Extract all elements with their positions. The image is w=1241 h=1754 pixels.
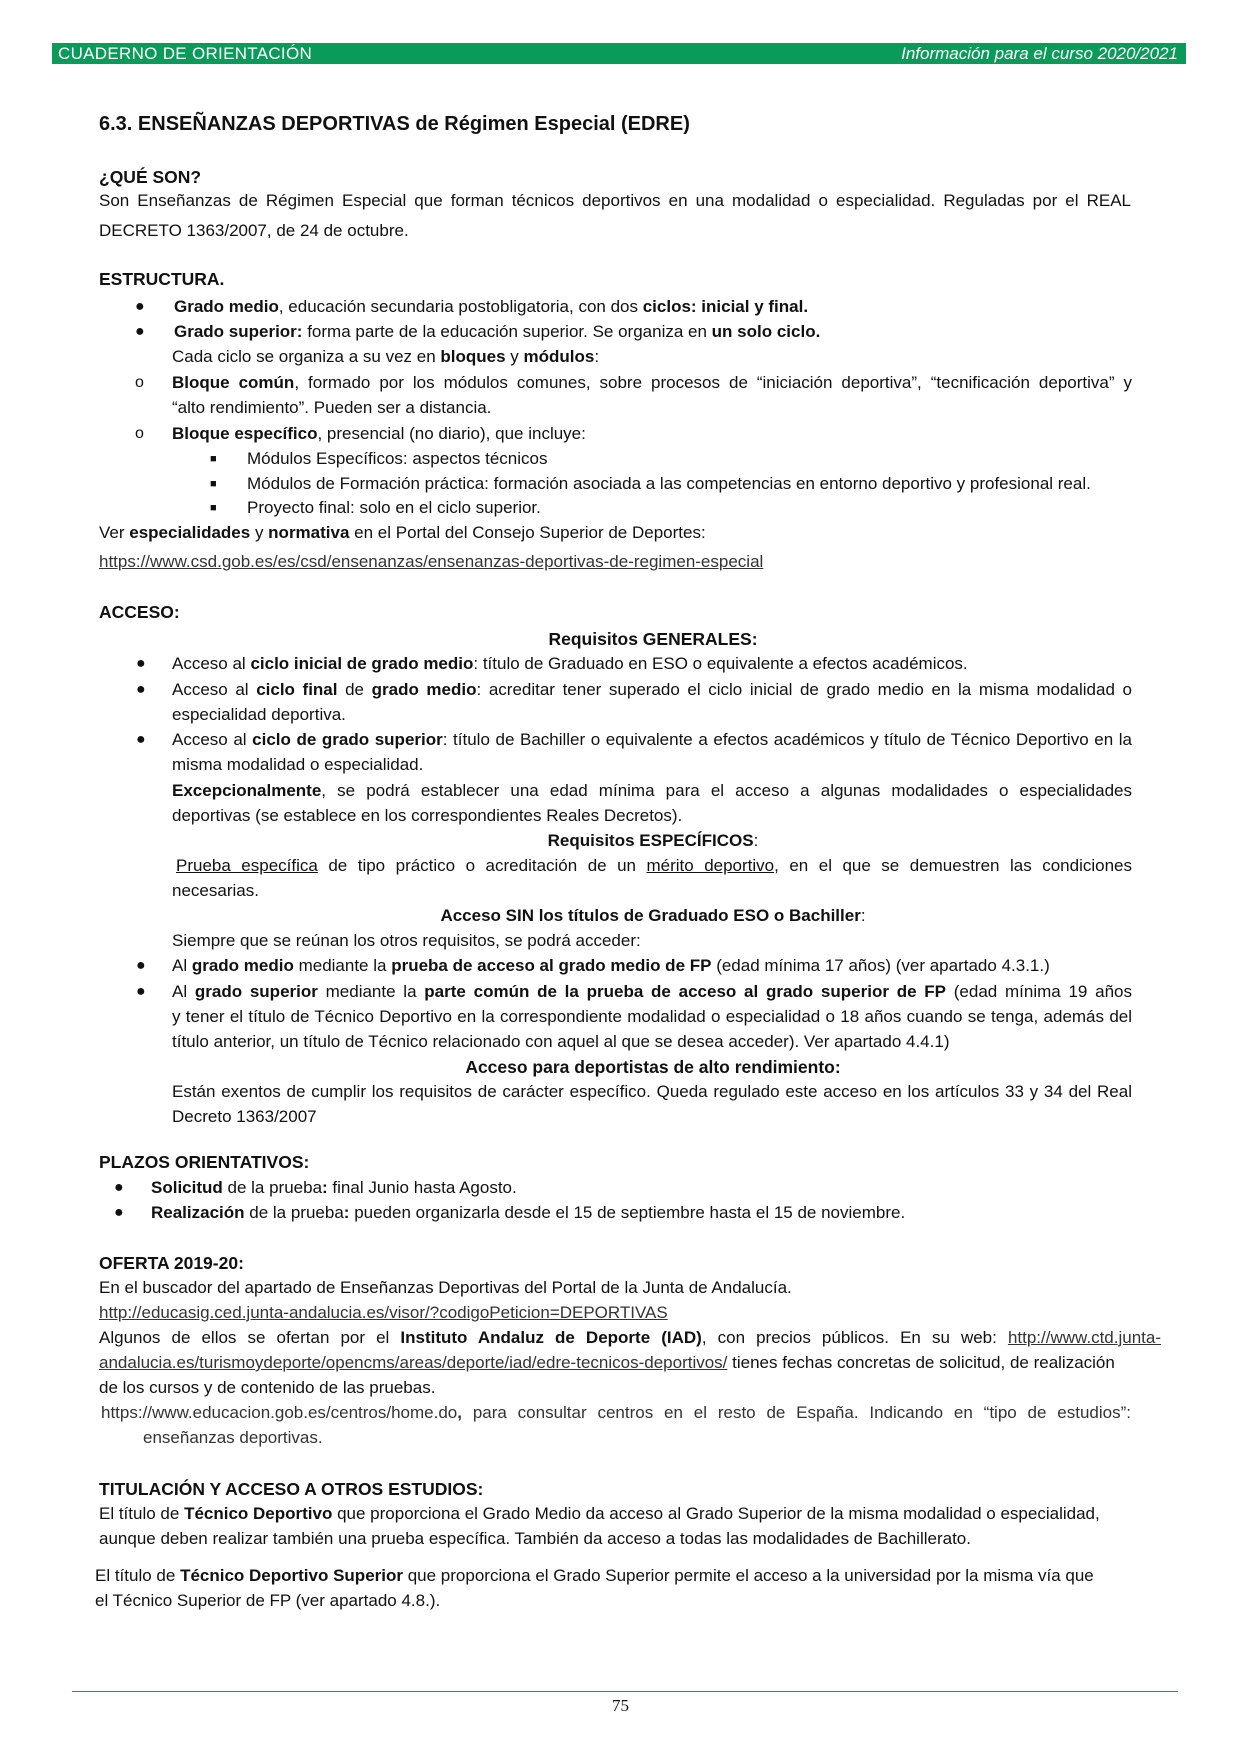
requisitos-generales-heading: Requisitos GENERALES: <box>548 629 758 649</box>
section-title: 6.3. ENSEÑANZAS DEPORTIVAS de Régimen Especial (EDRE) <box>99 113 690 135</box>
educasig-link[interactable]: http://educasig.ced.junta-andalucia.es/visor/?codigoPeticion=DEPORTIVAS <box>99 1303 668 1322</box>
bloque-comun-line-1: Bloque común, formado por los módulos comunes, sobre procesos de “iniciación deportiva”, “tecnificación deportiva” y <box>172 373 1132 392</box>
acceso-ciclo-final-line-1: Acceso al ciclo final de grado medio: acreditar tener superado el ciclo inicial de grado medio en la misma modalidad o <box>172 680 1132 699</box>
header-right-title: Información para el curso 2020/2021 <box>901 44 1178 63</box>
oferta-line-1: En el buscador del apartado de Enseñanzas Deportivas del Portal de la Junta de Andalucía. <box>99 1278 792 1297</box>
circle-bullet-icon: o <box>135 425 144 442</box>
bullet-icon: ● <box>136 957 146 974</box>
titulacion-p2-line-1: El título de Técnico Deportivo Superior que proporciona el Grado Superior permite el acceso a la universidad por la misma vía que <box>95 1566 1094 1585</box>
square-bullet-icon: ■ <box>210 453 217 465</box>
square-bullet-icon: ■ <box>210 502 217 514</box>
acceso-ciclo-inicial: Acceso al ciclo inicial de grado medio: título de Graduado en ESO o equivalente a efectos académicos. <box>172 654 968 673</box>
acceso-grado-superior-line-1: Acceso al ciclo de grado superior: título de Bachiller o equivalente a efectos académicos y título de Técnico Deportivo en la <box>172 730 1132 749</box>
oferta-iad-line: Algunos de ellos se ofertan por el Instituto Andaluz de Deporte (IAD), con precios públicos. En su web: http://www.ctd.junta- <box>99 1328 1162 1347</box>
acceso-heading: ACCESO: <box>99 602 180 622</box>
estructura-heading: ESTRUCTURA. <box>99 269 225 289</box>
modulo-proyecto: Proyecto final: solo en el ciclo superior. <box>247 498 541 517</box>
modulo-formacion: Módulos de Formación práctica: formación asociada a las competencias en entorno deportivo y profesional real. <box>247 474 1091 493</box>
plazos-realizacion: Realización de la prueba: pueden organizarla desde el 15 de septiembre hasta el 15 de noviembre. <box>151 1203 906 1222</box>
ctd-link[interactable]: http://www.ctd.junta- <box>1007 1328 1162 1347</box>
prueba-especifica-line-2: necesarias. <box>172 881 259 900</box>
bullet-icon: ● <box>114 1179 124 1196</box>
ctd-link-continued[interactable]: andalucia.es/turismoydeporte/opencms/areas/deporte/iad/edre-tecnicos-deportivos/ <box>99 1353 728 1372</box>
excepcionalmente-line-2: deportivas (se establece en los correspondientes Reales Decretos). <box>172 806 683 825</box>
plazos-solicitud: Solicitud de la prueba: final Junio hasta Agosto. <box>151 1178 517 1197</box>
estructura-ciclo: Cada ciclo se organiza a su vez en bloques y módulos: <box>172 347 600 366</box>
bullet-icon: ● <box>114 1204 124 1221</box>
titulacion-p1-line-2: aunque deben realizar también una prueba específica. También da acceso a todas las modalidades de Bachillerato. <box>99 1529 971 1548</box>
excepcionalmente-line-1: Excepcionalmente, se podrá establecer una edad mínima para el acceso a algunas modalidades o especialidades <box>172 781 1132 800</box>
requisitos-especificos-heading: Requisitos ESPECÍFICOS: <box>547 831 759 850</box>
prueba-especifica-line-1: Prueba específica de tipo práctico o acreditación de un mérito deportivo, en el que se demuestren las condiciones <box>176 856 1132 875</box>
acceso-ciclo-final-line-2: especialidad deportiva. <box>172 705 346 724</box>
plazos-heading: PLAZOS ORIENTATIVOS: <box>99 1152 310 1172</box>
que-son-line-1: Son Enseñanzas de Régimen Especial que forman técnicos deportivos en una modalidad o especialidad. Reguladas por el REAL <box>99 191 1131 210</box>
acceso-grado-superior-line-2: misma modalidad o especialidad. <box>172 755 424 774</box>
oferta-line-7: enseñanzas deportivas. <box>143 1428 323 1447</box>
bullet-icon: ● <box>135 323 145 340</box>
alto-rendimiento-line-1: Están exentos de cumplir los requisitos de carácter específico. Queda regulado este acceso en los artículos 33 y 34 del Real <box>172 1082 1132 1101</box>
bullet-icon: ● <box>136 731 146 748</box>
titulacion-heading: TITULACIÓN Y ACCESO A OTROS ESTUDIOS: <box>99 1479 484 1499</box>
educacion-link[interactable]: https://www.educacion.gob.es/centros/home.do <box>101 1403 458 1422</box>
titulacion-p1-line-1: El título de Técnico Deportivo que proporciona el Grado Medio da acceso al Grado Superior de la misma modalidad o especialidad, <box>99 1504 1100 1523</box>
acceso-sin-titulos-heading: Acceso SIN los títulos de Graduado ESO o Bachiller: <box>440 906 866 925</box>
bullet-icon: ● <box>136 655 146 672</box>
bullet-icon: ● <box>135 298 145 315</box>
oferta-heading: OFERTA 2019-20: <box>99 1253 244 1273</box>
bloque-especifico: Bloque específico, presencial (no diario), que incluye: <box>172 424 586 443</box>
header-bar <box>52 43 1186 64</box>
sin-grado-superior-line-2: y tener el título de Técnico Deportivo en la correspondiente modalidad o especialidad o 18 años cuando se tenga, además del <box>172 1007 1132 1026</box>
acceso-sin-titulos-intro: Siempre que se reúnan los otros requisitos, se podrá acceder: <box>172 931 641 950</box>
titulacion-p2-line-2: el Técnico Superior de FP (ver apartado 4.8.). <box>95 1591 441 1610</box>
estructura-grado-medio: Grado medio, educación secundaria postobligatoria, con dos ciclos: inicial y final. <box>174 297 809 316</box>
circle-bullet-icon: o <box>135 374 144 391</box>
square-bullet-icon: ■ <box>210 478 217 490</box>
oferta-educacion-line: https://www.educacion.gob.es/centros/home.do, para consultar centros en el resto de España. Indicando en “tipo de estudios”: <box>101 1403 1131 1422</box>
bullet-icon: ● <box>136 681 146 698</box>
footer-divider <box>72 1691 1178 1692</box>
oferta-line-5: de los cursos y de contenido de las pruebas. <box>99 1378 436 1397</box>
estructura-grado-superior: Grado superior: forma parte de la educación superior. Se organiza en un solo ciclo. <box>174 322 821 341</box>
sin-grado-superior-line-3: título anterior, un título de Técnico relacionado con aquel al que se desea acceder). Ver apartado 4.4.1) <box>172 1032 950 1051</box>
oferta-iad-line-2: andalucia.es/turismoydeporte/opencms/areas/deporte/iad/edre-tecnicos-deportivos/ tienes fechas concretas de solicitud, de realización <box>99 1353 1115 1372</box>
alto-rendimiento-line-2: Decreto 1363/2007 <box>172 1107 317 1126</box>
que-son-line-2: DECRETO 1363/2007, de 24 de octubre. <box>99 221 409 240</box>
que-son-heading: ¿QUÉ SON? <box>99 167 202 187</box>
modulo-especifico: Módulos Específicos: aspectos técnicos <box>247 449 548 468</box>
ver-especialidades: Ver especialidades y normativa en el Portal del Consejo Superior de Deportes: <box>99 523 706 542</box>
header-left-title: CUADERNO DE ORIENTACIÓN <box>58 44 313 63</box>
bloque-comun-line-2: “alto rendimiento”. Pueden ser a distancia. <box>172 398 492 417</box>
sin-grado-medio: Al grado medio mediante la prueba de acceso al grado medio de FP (edad mínima 17 años) (ver apartado 4.3.1.) <box>172 956 1050 975</box>
csd-link[interactable]: https://www.csd.gob.es/es/csd/ensenanzas/ensenanzas-deportivas-de-regimen-especial <box>99 552 764 571</box>
sin-grado-superior-line-1: Al grado superior mediante la parte común de la prueba de acceso al grado superior de FP (edad mínima 19 años <box>172 982 1132 1001</box>
page-number: 75 <box>612 1696 629 1715</box>
bullet-icon: ● <box>136 983 146 1000</box>
alto-rendimiento-heading: Acceso para deportistas de alto rendimiento: <box>465 1057 841 1077</box>
